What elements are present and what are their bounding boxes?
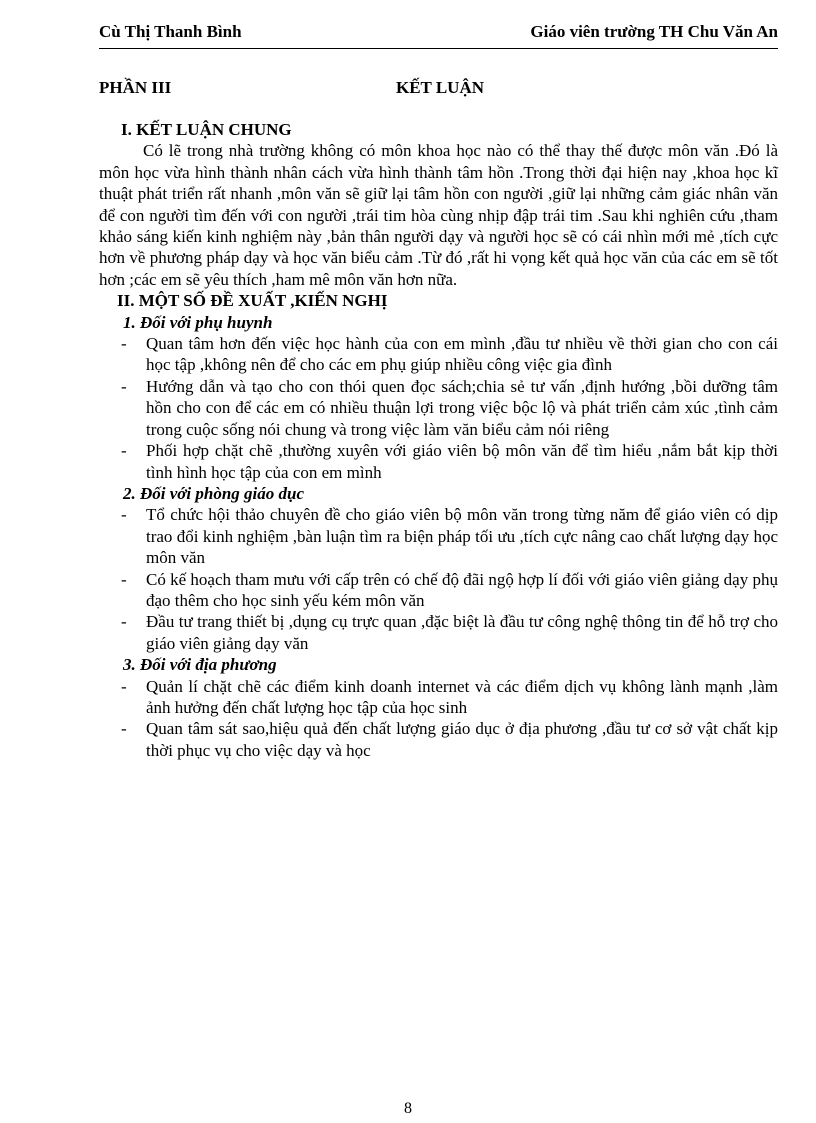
header-affiliation: Giáo viên trường TH Chu Văn An	[530, 22, 778, 41]
page-number: 8	[404, 1100, 412, 1117]
group-3-title: 3. Đối với địa phương	[123, 655, 277, 675]
group-1-title: 1. Đối với phụ huynh	[123, 312, 273, 332]
list-item	[99, 718, 778, 761]
section-2-heading: II. MỘT SỐ ĐỀ XUẤT ,KIẾN NGHỊ	[117, 291, 388, 311]
group-3-list	[99, 676, 778, 762]
list-item	[99, 569, 778, 612]
list-item-text: Quản lí chặt chẽ các điểm kinh doanh internet và các điểm dịch vụ không lành mạnh ,làm ảnh hưởng đến chất lượng học tập của học sinh	[146, 676, 778, 717]
list-item	[99, 676, 778, 719]
bullet-dash: -	[121, 569, 127, 589]
group-2-list	[99, 504, 778, 654]
list-item-text: Quan tâm hơn đến việc học hành của con em mình ,đầu tư nhiều về thời gian cho con cái học tập ,không nên để cho các em phụ giúp nhiều công việc gia đình	[146, 334, 778, 375]
list-item	[99, 504, 778, 568]
document-body	[99, 119, 778, 761]
part-title: KẾT LUẬN	[396, 78, 485, 97]
bullet-dash: -	[121, 334, 127, 354]
bullet-dash: -	[121, 612, 127, 632]
section-1-heading: I. KẾT LUẬN CHUNG	[121, 120, 292, 139]
list-item-text: Hướng dẫn và tạo cho con thói quen đọc sách;chia sẻ tư vấn ,định hướng ,bồi dưỡng tâm hồn cho con để các em có nhiều thuận lợi trong việc bộc lộ và phát triển cảm xúc ,tình cảm trong cuộc sống nói chung và trong việc làm văn biểu cảm nói riêng	[146, 376, 778, 439]
list-item-text: Tổ chức hội thảo chuyên đề cho giáo viên bộ môn văn trong từng năm để giáo viên có dịp trao đổi kinh nghiệm ,bàn luận tìm ra biện pháp tối ưu ,tích cực nâng cao chất lượng dạy học môn văn	[146, 505, 778, 568]
group-1-list	[99, 333, 778, 483]
bullet-dash: -	[121, 676, 127, 696]
list-item	[99, 333, 778, 376]
header-author: Cù Thị Thanh Bình	[99, 22, 242, 41]
bullet-dash: -	[121, 505, 127, 525]
header-divider	[99, 48, 778, 49]
list-item	[99, 611, 778, 654]
bullet-dash: -	[121, 441, 127, 461]
bullet-dash: -	[121, 376, 127, 396]
list-item-text: Phối hợp chặt chẽ ,thường xuyên với giáo viên bộ môn văn để tìm hiểu ,nắm bắt kịp thời tình hình học tập của con em mình	[146, 441, 778, 482]
group-2-title: 2. Đối với phòng giáo dục	[123, 483, 305, 503]
page-header	[99, 22, 778, 46]
list-item	[99, 440, 778, 483]
list-item-text: Quan tâm sát sao,hiệu quả đến chất lượng giáo dục ở địa phương ,đầu tư cơ sở vật chất kịp thời phục vụ cho việc dạy và học	[146, 719, 778, 760]
part-label: PHẦN III	[99, 78, 172, 97]
conclusion-paragraph: Có lẽ trong nhà trường không có môn khoa học nào có thể thay thế được môn văn .Đó là môn học vừa hình thành nhân cách vừa hình thành tâm hồn .Trong thời đại hiện nay ,khoa học kĩ thuật phát triển rất nhanh ,môn văn sẽ giữ lại tâm hồn con người ,giữ lại những cảm giác nhân văn để con người tìm đến với con người ,trái tim hòa cùng nhịp đập trái tim .Sau khi nghiên cứu ,tham khảo sáng kiến kinh nghiệm này ,bản thân người dạy và người học sẽ có cái nhìn mới mẻ ,tích cực hơn về phương pháp dạy và học văn biểu cảm .Từ đó ,rất hi vọng kết quả học văn của các em sẽ tốt hơn ;các em sẽ yêu thích ,ham mê môn văn hơn nữa.	[99, 141, 778, 289]
list-item-text: Đầu tư trang thiết bị ,dụng cụ trực quan ,đặc biệt là đầu tư công nghệ thông tin để hỗ trợ cho giáo viên giảng dạy văn	[146, 612, 778, 653]
list-item-text: Có kế hoạch tham mưu với cấp trên có chế độ đãi ngộ hợp lí đối với giáo viên giảng dạy phụ đạo thêm cho học sinh yếu kém môn văn	[146, 569, 778, 610]
bullet-dash: -	[121, 719, 127, 739]
list-item	[99, 376, 778, 440]
